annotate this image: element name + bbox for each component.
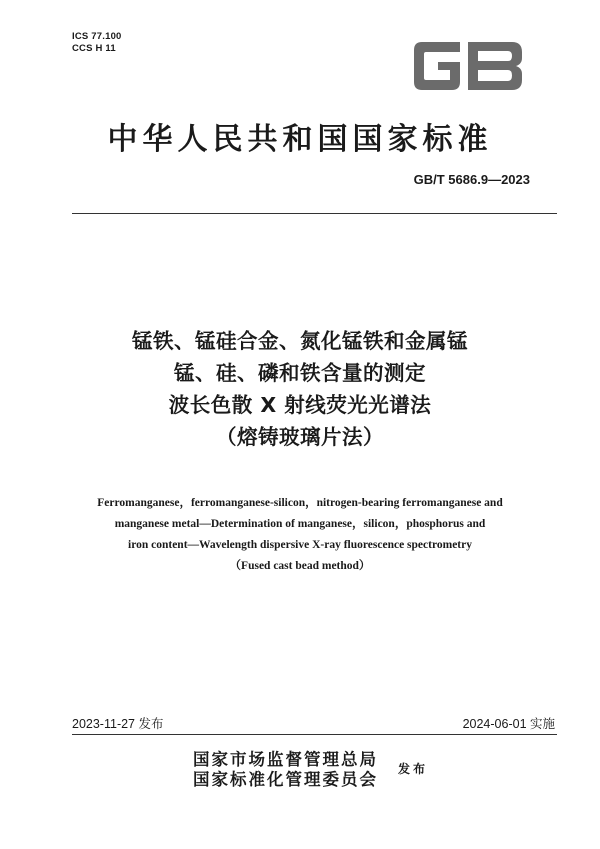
chinese-title-line: 锰铁、锰硅合金、氮化锰铁和金属锰 xyxy=(132,329,468,353)
english-title xyxy=(0,493,600,577)
chinese-title-line: （熔铸玻璃片法） xyxy=(216,425,384,449)
chinese-title xyxy=(0,325,600,453)
ccs-code: CCS H 11 xyxy=(72,43,116,54)
implementation-date: 2024-06-01 实施 xyxy=(462,717,555,731)
chinese-title-line: 锰、硅、磷和铁含量的测定 xyxy=(174,361,426,385)
ics-code: ICS 77.100 xyxy=(72,31,122,42)
top-divider xyxy=(72,213,557,214)
english-title-line: iron content—Wavelength dispersive X-ray fluorescence spectrometry xyxy=(128,539,472,551)
english-title-line: （Fused cast bead method） xyxy=(229,560,371,572)
issuing-organizations xyxy=(193,750,378,790)
issue-date: 2023-11-27 发布 xyxy=(72,717,164,731)
issuer-samr: 国家市场监督管理总局 xyxy=(193,750,378,769)
chinese-title-line: 波长色散 X 射线荧光光谱法 xyxy=(168,393,432,417)
publish-label: 发布 xyxy=(398,762,429,776)
classification-codes xyxy=(72,31,122,55)
issuer-sac: 国家标准化管理委员会 xyxy=(193,770,378,789)
english-title-line: Ferromanganese，ferromanganese-silicon，nitrogen-bearing ferromanganese and xyxy=(97,497,503,509)
standard-number: GB/T 5686.9—2023 xyxy=(413,172,530,187)
national-standard-heading: 中华人民共和国国家标准 xyxy=(107,122,493,157)
english-title-line: manganese metal—Determination of manganese，silicon，phosphorus and xyxy=(114,518,486,530)
bottom-divider xyxy=(72,734,557,735)
gb-logo-icon xyxy=(408,40,526,92)
